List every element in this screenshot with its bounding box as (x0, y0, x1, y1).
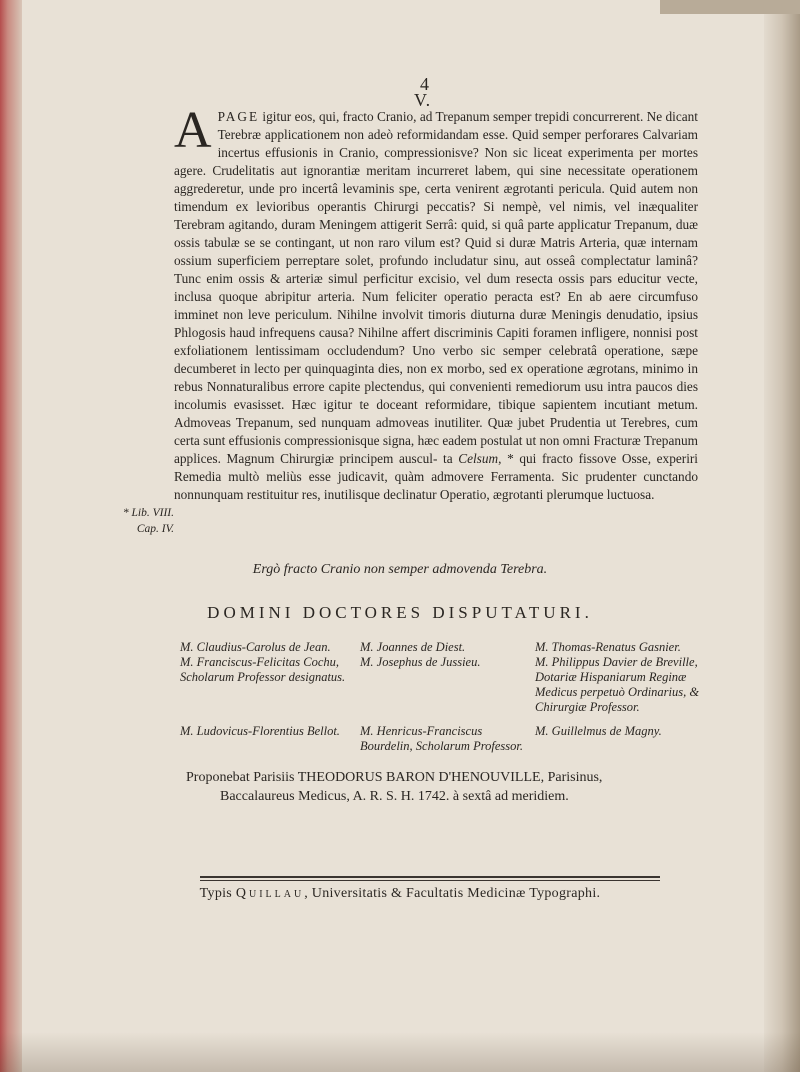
body-text (174, 102, 699, 504)
imprint-printer: Quillau (235, 886, 305, 901)
first-word: PAGE (217, 109, 260, 124)
doctor-entry: M. Josephus de Jussieu. (360, 655, 481, 669)
proponebat-statement (186, 768, 686, 806)
doctors-column-3-lower (535, 724, 705, 739)
printer-imprint (0, 886, 800, 902)
imprint-rule-thick (200, 876, 660, 878)
doctor-entry: M. Franciscus-Felicitas Cochu, Scholarum Professor designatus. (180, 655, 346, 684)
body-paragraph (174, 102, 699, 504)
proponebat-line2: Baccalaureus Medicus, A. R. S. H. 1742. à sextâ ad meridiem. (220, 789, 569, 804)
page-bottom-shadow (0, 1032, 800, 1072)
imprint-rule-thin (200, 880, 660, 881)
doctor-entry: M. Guillelmus de Magny. (535, 724, 662, 738)
doctor-entry: M. Joannes de Diest. (360, 640, 466, 654)
citation-prefix: ta (443, 451, 459, 466)
doctor-entry: M. Philippus Davier de Breville, Dotariæ Hispaniarum Reginæ Medicus perpetuò Ordinarius, & Chirurgiæ Professor. (535, 655, 700, 714)
citation-mark: , * (498, 451, 520, 466)
doctor-entry: M. Thomas-Renatus Gasnier. (535, 640, 681, 654)
doctor-entry: M. Claudius-Carolus de Jean. (180, 640, 331, 654)
citation-name: Celsum (458, 451, 499, 466)
doctors-heading: DOMINI DOCTORES DISPUTATURI. (207, 603, 593, 622)
conclusion: Ergò fracto Cranio non semper admovenda Terebra. (252, 562, 548, 577)
doctor-entry: M. Henricus-Franciscus Bourdelin, Scholarum Professor. (360, 724, 523, 753)
imprint-typis: Typis (199, 886, 236, 901)
drop-cap: A (174, 102, 212, 159)
marginal-note-line1: * Lib. VIII. (122, 507, 174, 519)
page-left-edge (0, 0, 22, 1072)
imprint-rest: , Universitatis & Facultatis Medicinæ Typographi. (304, 886, 601, 901)
doctors-column-1-lower (180, 724, 350, 739)
page-top-edge (660, 0, 800, 14)
doctors-column-2 (360, 640, 525, 670)
marginal-note (110, 505, 174, 537)
proponebat-line1: Proponebat Parisiis THEODORUS BARON D'HENOUVILLE, Parisinus, (186, 770, 603, 785)
doctors-column-2-lower (360, 724, 525, 754)
body-text-final: qui fracto fissove Osse, experiri Remedia multò meliùs esse judicavit, quàm admovere Ferramenta. Sic prudenter cunctando nonnunquam restituitur res, inutilisque declinatur Operatio, ægrotanti plerumque luctuosa. (174, 451, 699, 502)
doctors-column-1 (180, 640, 350, 685)
page-right-edge (764, 0, 800, 1072)
page-number: 4 (420, 74, 429, 94)
marginal-note-line2: Cap. IV. (136, 523, 174, 535)
doctor-entry: M. Ludovicus-Florentius Bellot. (180, 724, 340, 738)
body-text-rest: igitur eos, qui, fracto Cranio, ad Trepanum semper trepidi concurrerent. Ne dicant Terebræ applicationem non adeò reformidandam esse. Quid semper perforares Calvariam incertus effusionis in Cranio, compressionisve? Non sic liceat experimenta per mortes agere. Crudelitatis aut ignorantiæ meritam incurreret labem, qui sine necessitate operationem aggrederetur, unde pro incertâ levaminis spe, certa venirent ægrotanti pericula. Quid autem non timendum ex levioribus operantis Chirurgi peccatis? Si nempè, vel nimis, vel inæqualiter Terebram agitando, duram Meningem attigerit Serrâ: quid, si quâ parte applicatur Trepanum, duæ ossis tabulæ se se contingant, ut non raro vilum est? Quid si duræ Matris Arteria, quæ internam ossium superficiem perreptare solet, profundo includatur sinu, aut osseâ complectatur laminâ? Tunc enim ossis & arteriæ simul perficitur excisio, vel dum resecta ossis pars educitur vecte, inclusa quoque abripitur arteria. Num feliciter operatio peracta est? En ab aere circumfuso imminet non leve periculum. Nihilne involvit timoris diuturna duræ Meningis denudatio, ipsius Phlogosis haud infrequens causa? Nihilne affert discriminis Capiti foramen infligere, nonnisi post exfoliationem lentissimam occludendum? Uno verbo sic semper celebratâ operatione, sæpe decumberet in lecto per quinquaginta dies, non ex morbo, sed ex operatione ægrotans, minimo in rebus Nonnaturalibus errore capite plectendus, qui convenienti remediorum usu intra paucos dies incolumis evasisset. Hæc igitur te doceant reformidare, tibique sapientem incutiant metum. Admoveas Trepanum, sed nunquam admoveas inutiliter. Quæ jubet Prudentia ut Terebres, cum certa sunt effusionis compressionisque signa, hæc eadem postulat ut non omni Fracturæ Trepanum applices. Magnum Chirurgiæ principem auscul- (174, 109, 698, 466)
doctors-column-3 (535, 640, 705, 715)
section-number: V. (414, 90, 432, 110)
